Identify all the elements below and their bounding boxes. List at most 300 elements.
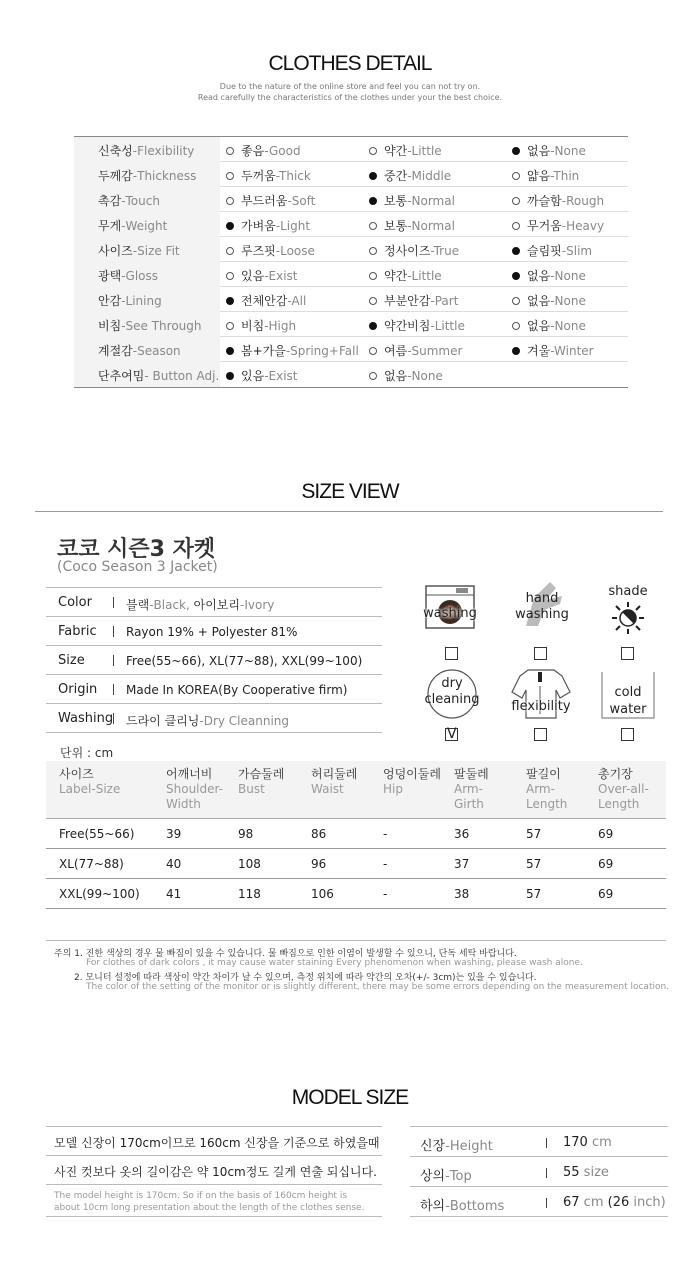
detail-option-en: -Good [264, 143, 301, 158]
table-cell: 96 [311, 857, 327, 871]
detail-option-kr: 여름 [384, 344, 408, 358]
model-note-en-1: The model height is 170cm. So if on the basis of 160cm height is [54, 1191, 348, 1201]
model-note-en-2: about 10cm long presentation about the length of the clothes sense. [54, 1203, 365, 1213]
table-row [46, 819, 666, 849]
detail-option [226, 292, 306, 309]
header-en: Girth [454, 797, 484, 811]
detail-label-kr: 사이즈 [98, 244, 133, 258]
model-value [563, 1135, 612, 1150]
detail-option-en: -None [550, 143, 586, 158]
detail-option-kr: 부드러움 [241, 194, 288, 208]
care-check-washing[interactable] [445, 647, 458, 660]
header-cell [598, 767, 649, 812]
detail-label-kr: 두께감 [98, 169, 133, 183]
table-cell: 57 [526, 887, 542, 901]
model-row [410, 1157, 668, 1187]
detail-label [74, 187, 220, 212]
detail-option [369, 217, 455, 234]
detail-option-kr: 있음 [241, 269, 265, 283]
detail-option [369, 317, 465, 334]
header-kr: 어깨너비 [166, 767, 213, 781]
model-value-unit: cm [579, 1195, 608, 1210]
detail-option-en: -Rough [561, 193, 605, 208]
filled-circle-icon [226, 222, 234, 230]
model-value [563, 1195, 666, 1210]
model-key-en: -Height [445, 1139, 493, 1154]
table-cell: 57 [526, 857, 542, 871]
header-kr: 사이즈 [59, 767, 94, 781]
detail-option-kr: 전체안감 [241, 294, 288, 308]
model-key-en: -Bottoms [445, 1199, 505, 1214]
detail-option-en: -Little [407, 268, 442, 283]
detail-option [512, 192, 604, 209]
detail-option-en: -High [264, 318, 297, 333]
empty-circle-icon [226, 272, 234, 280]
note-1: 주의 1. 진한 색상의 경우 물 빠짐이 있을 수 있습니다. 물 빠짐으로 인한 이염이 발생할 수 있으니, 단독 세탁 바랍니다. [54, 949, 517, 959]
divider [46, 1216, 382, 1217]
detail-option-en: -Slim [561, 243, 593, 258]
detail-option [369, 192, 455, 209]
detail-label-en: -Season [132, 344, 181, 358]
header-en: Label-Size [59, 782, 121, 796]
detail-label-kr: 신축성 [98, 144, 133, 158]
spec-value: Rayon 19% + Polyester 81% [126, 625, 298, 639]
table-cell: 69 [598, 857, 614, 871]
spec-value [126, 596, 274, 613]
note-1-en: For clothes of dark colors , it may cause water staining Every phenomenon when washing, please wash alone. [86, 958, 583, 968]
sun-shade-icon [608, 600, 648, 636]
separator [113, 597, 114, 608]
care-check-hand-washing[interactable] [534, 647, 547, 660]
detail-label [74, 137, 220, 162]
detail-option [226, 217, 310, 234]
table-cell: 108 [238, 857, 261, 871]
detail-option-kr: 비침 [241, 319, 265, 333]
header-en: Length [526, 797, 568, 811]
spec-key: Origin [58, 682, 98, 697]
detail-label-en: -See Through [121, 319, 202, 333]
detail-option [369, 167, 451, 184]
detail-option-kr: 보통 [384, 219, 408, 233]
empty-circle-icon [369, 297, 377, 305]
model-value-num: (26 [607, 1195, 630, 1210]
header-en: Arm- [526, 782, 555, 796]
care-label-hand: hand [525, 591, 559, 606]
detail-row [74, 137, 628, 162]
header-cell [383, 767, 441, 797]
detail-option-en: -Thick [275, 168, 311, 183]
care-check-flexibility[interactable] [534, 728, 547, 741]
model-row [410, 1187, 668, 1217]
detail-option-kr: 없음 [527, 269, 551, 283]
detail-option-kr: 중간 [384, 169, 408, 183]
spec-row [46, 617, 382, 646]
detail-label [74, 362, 220, 387]
model-row [410, 1127, 668, 1157]
detail-option-kr: 없음 [527, 294, 551, 308]
care-check-cold-water[interactable] [621, 728, 634, 741]
table-cell: 41 [166, 887, 182, 901]
detail-option-en: -Exist [264, 268, 298, 283]
detail-option-kr: 루즈핏 [241, 244, 276, 258]
detail-option-en: -Soft [287, 193, 316, 208]
table-cell: 98 [238, 827, 254, 841]
detail-label-kr: 안감 [98, 294, 122, 308]
model-note-2: 사진 컷보다 옷의 길이감은 약 10cm정도 길게 연출 되십니다. [46, 1156, 382, 1185]
detail-label [74, 312, 220, 337]
detail-label-en: - Button Adj. [144, 369, 220, 383]
detail-row [74, 287, 628, 312]
model-value-unit: inch) [629, 1195, 666, 1210]
spec-key: Washing [58, 711, 114, 726]
spec-value-part: 블랙 [126, 598, 150, 612]
separator [113, 655, 114, 666]
detail-option [369, 267, 442, 284]
filled-circle-icon [226, 372, 234, 380]
empty-circle-icon [512, 322, 520, 330]
spec-key: Color [58, 595, 92, 610]
detail-label-en: -Gloss [121, 269, 158, 283]
detail-label [74, 237, 220, 262]
detail-option-en: -Heavy [561, 218, 605, 233]
header-kr: 팔둘레 [454, 767, 489, 781]
detail-label-kr: 비침 [98, 319, 122, 333]
separator [113, 713, 114, 724]
detail-option-en: -Normal [407, 193, 455, 208]
detail-option [512, 167, 579, 184]
separator [546, 1138, 547, 1148]
detail-option-kr: 없음 [527, 319, 551, 333]
detail-option-en: -None [550, 318, 586, 333]
header-en: Length [598, 797, 640, 811]
empty-circle-icon [369, 247, 377, 255]
detail-option-kr: 약간비침 [384, 319, 431, 333]
detail-option-kr: 좋음 [241, 144, 265, 158]
filled-circle-icon [512, 147, 520, 155]
detail-option-kr: 정사이즈 [384, 244, 431, 258]
filled-circle-icon [512, 347, 520, 355]
detail-label [74, 212, 220, 237]
header-en: Bust [238, 782, 265, 796]
spec-row [46, 704, 382, 733]
detail-option [226, 142, 301, 159]
filled-circle-icon [226, 297, 234, 305]
detail-row [74, 212, 628, 237]
empty-circle-icon [512, 197, 520, 205]
detail-option-en: -Winter [550, 343, 594, 358]
table-cell: Free(55~66) [59, 827, 135, 841]
detail-option-en: -Middle [407, 168, 452, 183]
spec-value-part: 드라이 클리닝 [126, 714, 200, 728]
model-note-1: 모델 신장이 170cm이므로 160cm 신장을 기준으로 하였을때 [46, 1127, 382, 1156]
detail-label-en: -Weight [121, 219, 168, 233]
header-en: Over-all- [598, 782, 649, 796]
table-row [46, 849, 666, 879]
model-value-num: 55 [563, 1165, 580, 1180]
detail-option [226, 367, 298, 384]
detail-option [226, 167, 311, 184]
detail-option [369, 242, 459, 259]
detail-option-en: -Thin [550, 168, 580, 183]
empty-circle-icon [369, 222, 377, 230]
spec-key: Size [58, 653, 85, 668]
detail-label-kr: 계절감 [98, 344, 133, 358]
clothes-detail-title: CLOTHES DETAIL [268, 52, 432, 75]
table-cell: 39 [166, 827, 182, 841]
detail-option [512, 142, 586, 159]
detail-label-en: -Thickness [132, 169, 197, 183]
detail-label-kr: 단추여밈 [98, 369, 145, 383]
spec-row [46, 646, 382, 675]
table-cell: 106 [311, 887, 334, 901]
filled-circle-icon [369, 197, 377, 205]
detail-option-en: -None [407, 368, 443, 383]
detail-option [226, 267, 298, 284]
detail-option-kr: 없음 [384, 369, 408, 383]
spec-value-part: -Black, [149, 598, 194, 612]
detail-option [512, 267, 586, 284]
note-2: 2. 모니터 설정에 따라 색상이 약간 차이가 날 수 있으며, 측정 위치에 따라 약간의 오차(+/- 3cm)는 있을 수 있습니다. [74, 973, 537, 983]
header-en: Shoulder- [166, 782, 223, 796]
product-name: 코코 시즌3 자켓 [57, 537, 216, 562]
detail-row [74, 362, 628, 387]
separator [113, 626, 114, 637]
care-label-washing: washing [423, 606, 477, 621]
header-kr: 팔길이 [526, 767, 561, 781]
detail-option [369, 142, 442, 159]
header-en: Arm- [454, 782, 483, 796]
table-cell: 69 [598, 887, 614, 901]
filled-circle-icon [512, 247, 520, 255]
model-key-en: -Top [445, 1169, 472, 1184]
detail-option [226, 317, 296, 334]
detail-row [74, 187, 628, 212]
table-cell: 38 [454, 887, 470, 901]
model-note-en [54, 1190, 364, 1214]
detail-row [74, 312, 628, 337]
detail-option-en: -Spring+Fall [285, 343, 359, 358]
filled-circle-icon [512, 272, 520, 280]
empty-circle-icon [512, 172, 520, 180]
model-key [420, 1195, 504, 1214]
model-value-unit: size [579, 1165, 609, 1180]
empty-circle-icon [226, 147, 234, 155]
detail-option-kr: 있음 [241, 369, 265, 383]
size-view-title: SIZE VIEW [301, 480, 399, 503]
header-cell [59, 767, 120, 797]
model-key-kr: 신장 [420, 1139, 446, 1154]
header-kr: 총기장 [598, 767, 633, 781]
detail-option [512, 217, 604, 234]
model-value-unit: cm [587, 1135, 612, 1150]
detail-option-kr: 가벼움 [241, 219, 276, 233]
spec-value: Made In KOREA(By Cooperative firm) [126, 683, 348, 697]
detail-option [226, 242, 315, 259]
spec-value-part: -Ivory [240, 598, 275, 612]
empty-circle-icon [369, 147, 377, 155]
empty-circle-icon [226, 247, 234, 255]
detail-row [74, 162, 628, 187]
divider [35, 511, 663, 512]
detail-option-kr: 두꺼움 [241, 169, 276, 183]
detail-option-kr: 봄+가을 [241, 344, 286, 358]
detail-option-en: -Little [430, 318, 465, 333]
detail-option-kr: 슬림핏 [527, 244, 562, 258]
table-cell: 37 [454, 857, 470, 871]
header-kr: 엉덩이둘레 [383, 767, 441, 781]
detail-label-kr: 광택 [98, 269, 122, 283]
filled-circle-icon [369, 322, 377, 330]
model-value-num: 170 [563, 1135, 588, 1150]
detail-option-en: -Light [275, 218, 311, 233]
empty-circle-icon [369, 347, 377, 355]
detail-option [369, 367, 443, 384]
detail-label [74, 337, 220, 362]
detail-option-kr: 겨울 [527, 344, 551, 358]
table-cell: 86 [311, 827, 327, 841]
spec-row [46, 588, 382, 617]
detail-option-kr: 없음 [527, 144, 551, 158]
care-check-shade[interactable] [621, 647, 634, 660]
table-cell: - [383, 887, 388, 901]
care-label-cold: cold [614, 685, 642, 700]
size-table-header [46, 761, 666, 819]
empty-circle-icon [369, 272, 377, 280]
care-label-flexibility: flexibility [511, 699, 571, 714]
header-cell [454, 767, 489, 812]
detail-option-en: -Summer [407, 343, 463, 358]
detail-option-kr: 부분안감 [384, 294, 431, 308]
table-cell: - [383, 827, 388, 841]
header-cell [311, 767, 357, 797]
detail-option-en: -True [430, 243, 460, 258]
model-key [420, 1165, 472, 1184]
model-key [420, 1135, 493, 1154]
detail-option-en: -Little [407, 143, 442, 158]
model-value [563, 1165, 609, 1180]
empty-circle-icon [512, 297, 520, 305]
filled-circle-icon [369, 172, 377, 180]
spec-value [126, 712, 289, 729]
spec-value-part: 아이보리 [193, 598, 240, 612]
detail-row [74, 337, 628, 362]
clothes-detail-subtitle-2: Read carefully the characteristics of the clothes under your the best choice. [197, 93, 503, 102]
empty-circle-icon [226, 322, 234, 330]
separator [546, 1168, 547, 1178]
table-cell: 57 [526, 827, 542, 841]
empty-circle-icon [512, 222, 520, 230]
detail-option-kr: 약간 [384, 269, 408, 283]
model-value-num: 67 [563, 1195, 580, 1210]
table-cell: 69 [598, 827, 614, 841]
header-en: Waist [311, 782, 344, 796]
table-cell: 118 [238, 887, 261, 901]
detail-option [512, 317, 586, 334]
detail-option [226, 192, 315, 209]
detail-option-kr: 무거움 [527, 219, 562, 233]
detail-label-kr: 촉감 [98, 194, 122, 208]
detail-option-en: -Loose [275, 243, 315, 258]
detail-label-kr: 무게 [98, 219, 122, 233]
care-label-dry: dry [441, 676, 463, 691]
detail-option-kr: 까슬함 [527, 194, 562, 208]
detail-option [512, 342, 594, 359]
header-en: Hip [383, 782, 403, 796]
detail-option-en: -Part [430, 293, 459, 308]
separator [546, 1198, 547, 1208]
detail-label [74, 262, 220, 287]
detail-option-en: -Exist [264, 368, 298, 383]
detail-option-kr: 얇음 [527, 169, 551, 183]
care-label-cleaning: cleaning [424, 692, 480, 707]
model-key-kr: 상의 [420, 1169, 446, 1184]
empty-circle-icon [226, 172, 234, 180]
spec-key: Fabric [58, 624, 97, 639]
clothes-detail-subtitle-1: Due to the nature of the online store and feel you can not try on. [219, 82, 481, 91]
model-size-title: MODEL SIZE [291, 1086, 409, 1109]
table-row [46, 879, 666, 909]
detail-option-en: -None [550, 293, 586, 308]
divider [46, 940, 666, 941]
care-label-water: water [609, 702, 647, 717]
detail-option [512, 292, 586, 309]
detail-option [512, 242, 592, 259]
header-cell [238, 767, 284, 797]
detail-row [74, 237, 628, 262]
empty-circle-icon [369, 372, 377, 380]
detail-label [74, 287, 220, 312]
detail-label-en: -Size Fit [132, 244, 180, 258]
detail-option [369, 342, 462, 359]
spec-value-part: -Dry Cleanning [199, 714, 290, 728]
unit-label: 단위 : cm [60, 746, 114, 760]
spec-value: Free(55~66), XL(77~88), XXL(99~100) [126, 654, 363, 668]
header-kr: 가슴둘레 [238, 767, 285, 781]
table-cell: XL(77~88) [59, 857, 124, 871]
table-cell: 40 [166, 857, 182, 871]
detail-option [226, 342, 359, 359]
care-label-hand-washing: washing [515, 607, 569, 622]
detail-option-en: -All [287, 293, 307, 308]
detail-label-en: -Lining [121, 294, 162, 308]
header-kr: 허리둘레 [311, 767, 358, 781]
detail-option-en: -None [550, 268, 586, 283]
separator [113, 684, 114, 695]
table-cell: XXL(99~100) [59, 887, 140, 901]
detail-label-en: -Flexibility [132, 144, 195, 158]
detail-option-kr: 약간 [384, 144, 408, 158]
table-cell: 36 [454, 827, 470, 841]
empty-circle-icon [226, 197, 234, 205]
detail-label-en: -Touch [121, 194, 160, 208]
header-en: Width [166, 797, 201, 811]
header-cell [526, 767, 567, 812]
spec-row [46, 675, 382, 704]
header-cell [166, 767, 223, 812]
model-key-kr: 하의 [420, 1199, 446, 1214]
detail-option-en: -Normal [407, 218, 455, 233]
detail-option-kr: 보통 [384, 194, 408, 208]
detail-label [74, 162, 220, 187]
clothes-detail-table [74, 136, 628, 388]
care-check-dry-cleaning[interactable] [445, 728, 458, 741]
detail-option [369, 292, 458, 309]
detail-row [74, 262, 628, 287]
filled-circle-icon [226, 347, 234, 355]
care-label-shade: shade [608, 584, 648, 599]
note-2-en: The color of the setting of the monitor or is slightly different, there may be some errors depending on the measurement location. [86, 982, 670, 992]
table-cell: - [383, 857, 388, 871]
